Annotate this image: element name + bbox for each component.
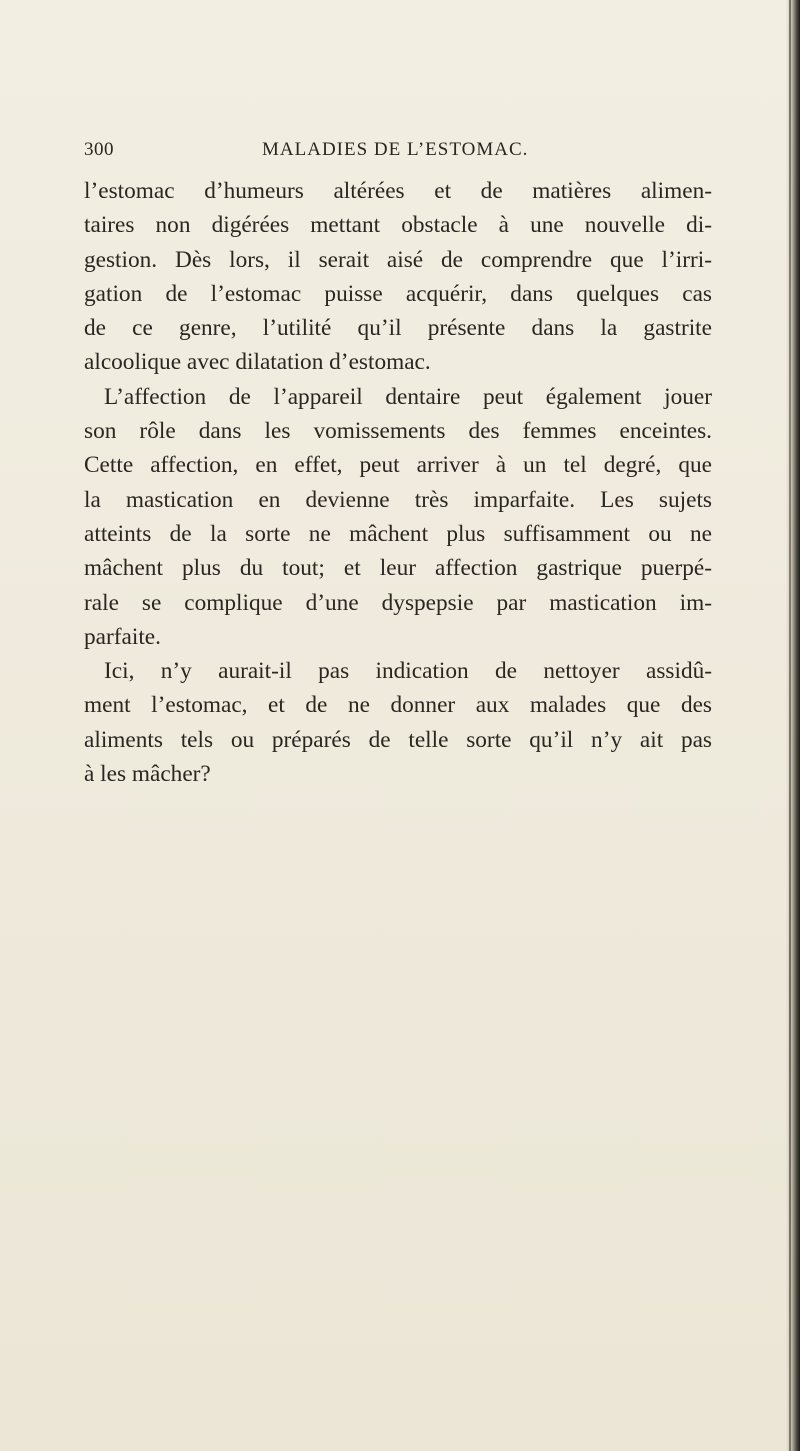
text-line: à les mâcher? xyxy=(84,761,211,788)
text-line: de ce genre, l’utilité qu’il présente dans la gastrite xyxy=(84,315,712,342)
page-number: 300 xyxy=(84,139,114,160)
text-line: mâchent plus du tout; et leur affection gastrique puerpé- xyxy=(84,555,712,582)
text-line: Cette affection, en effet, peut arriver à un tel degré, que xyxy=(84,452,712,479)
text-line: Ici, n’y aurait-il pas indication de nettoyer assidû- xyxy=(104,658,712,685)
text-line: gestion. Dès lors, il serait aisé de comprendre que l’irri- xyxy=(84,246,712,273)
text-line: ment l’estomac, et de ne donner aux malades que des xyxy=(84,692,712,719)
text-line: son rôle dans les vomissements des femmes enceintes. xyxy=(84,418,712,445)
text-line: l’estomac d’humeurs altérées et de matières alimen- xyxy=(84,178,712,204)
body-text xyxy=(84,174,712,791)
page-edge-line xyxy=(789,0,791,1451)
running-title: MALADIES DE L’ESTOMAC. xyxy=(262,139,529,160)
running-head xyxy=(84,139,714,163)
text-line: parfaite. xyxy=(84,623,161,650)
text-line: alcoolique avec dilatation d’estomac. xyxy=(84,349,431,376)
text-line: L’affection de l’appareil dentaire peut également jouer xyxy=(104,383,712,410)
text-line: aliments tels ou préparés de telle sorte qu’il n’y ait pas xyxy=(84,726,712,753)
text-line: la mastication en devienne très imparfaite. Les sujets xyxy=(84,486,712,513)
text-line: rale se complique d’une dyspepsie par mastication im- xyxy=(84,589,712,616)
text-line: gation de l’estomac puisse acquérir, dans quelques cas xyxy=(84,280,712,307)
text-line: atteints de la sorte ne mâchent plus suffisamment ou ne xyxy=(84,520,712,547)
text-line: taires non digérées mettant obstacle à une nouvelle di- xyxy=(84,212,712,239)
